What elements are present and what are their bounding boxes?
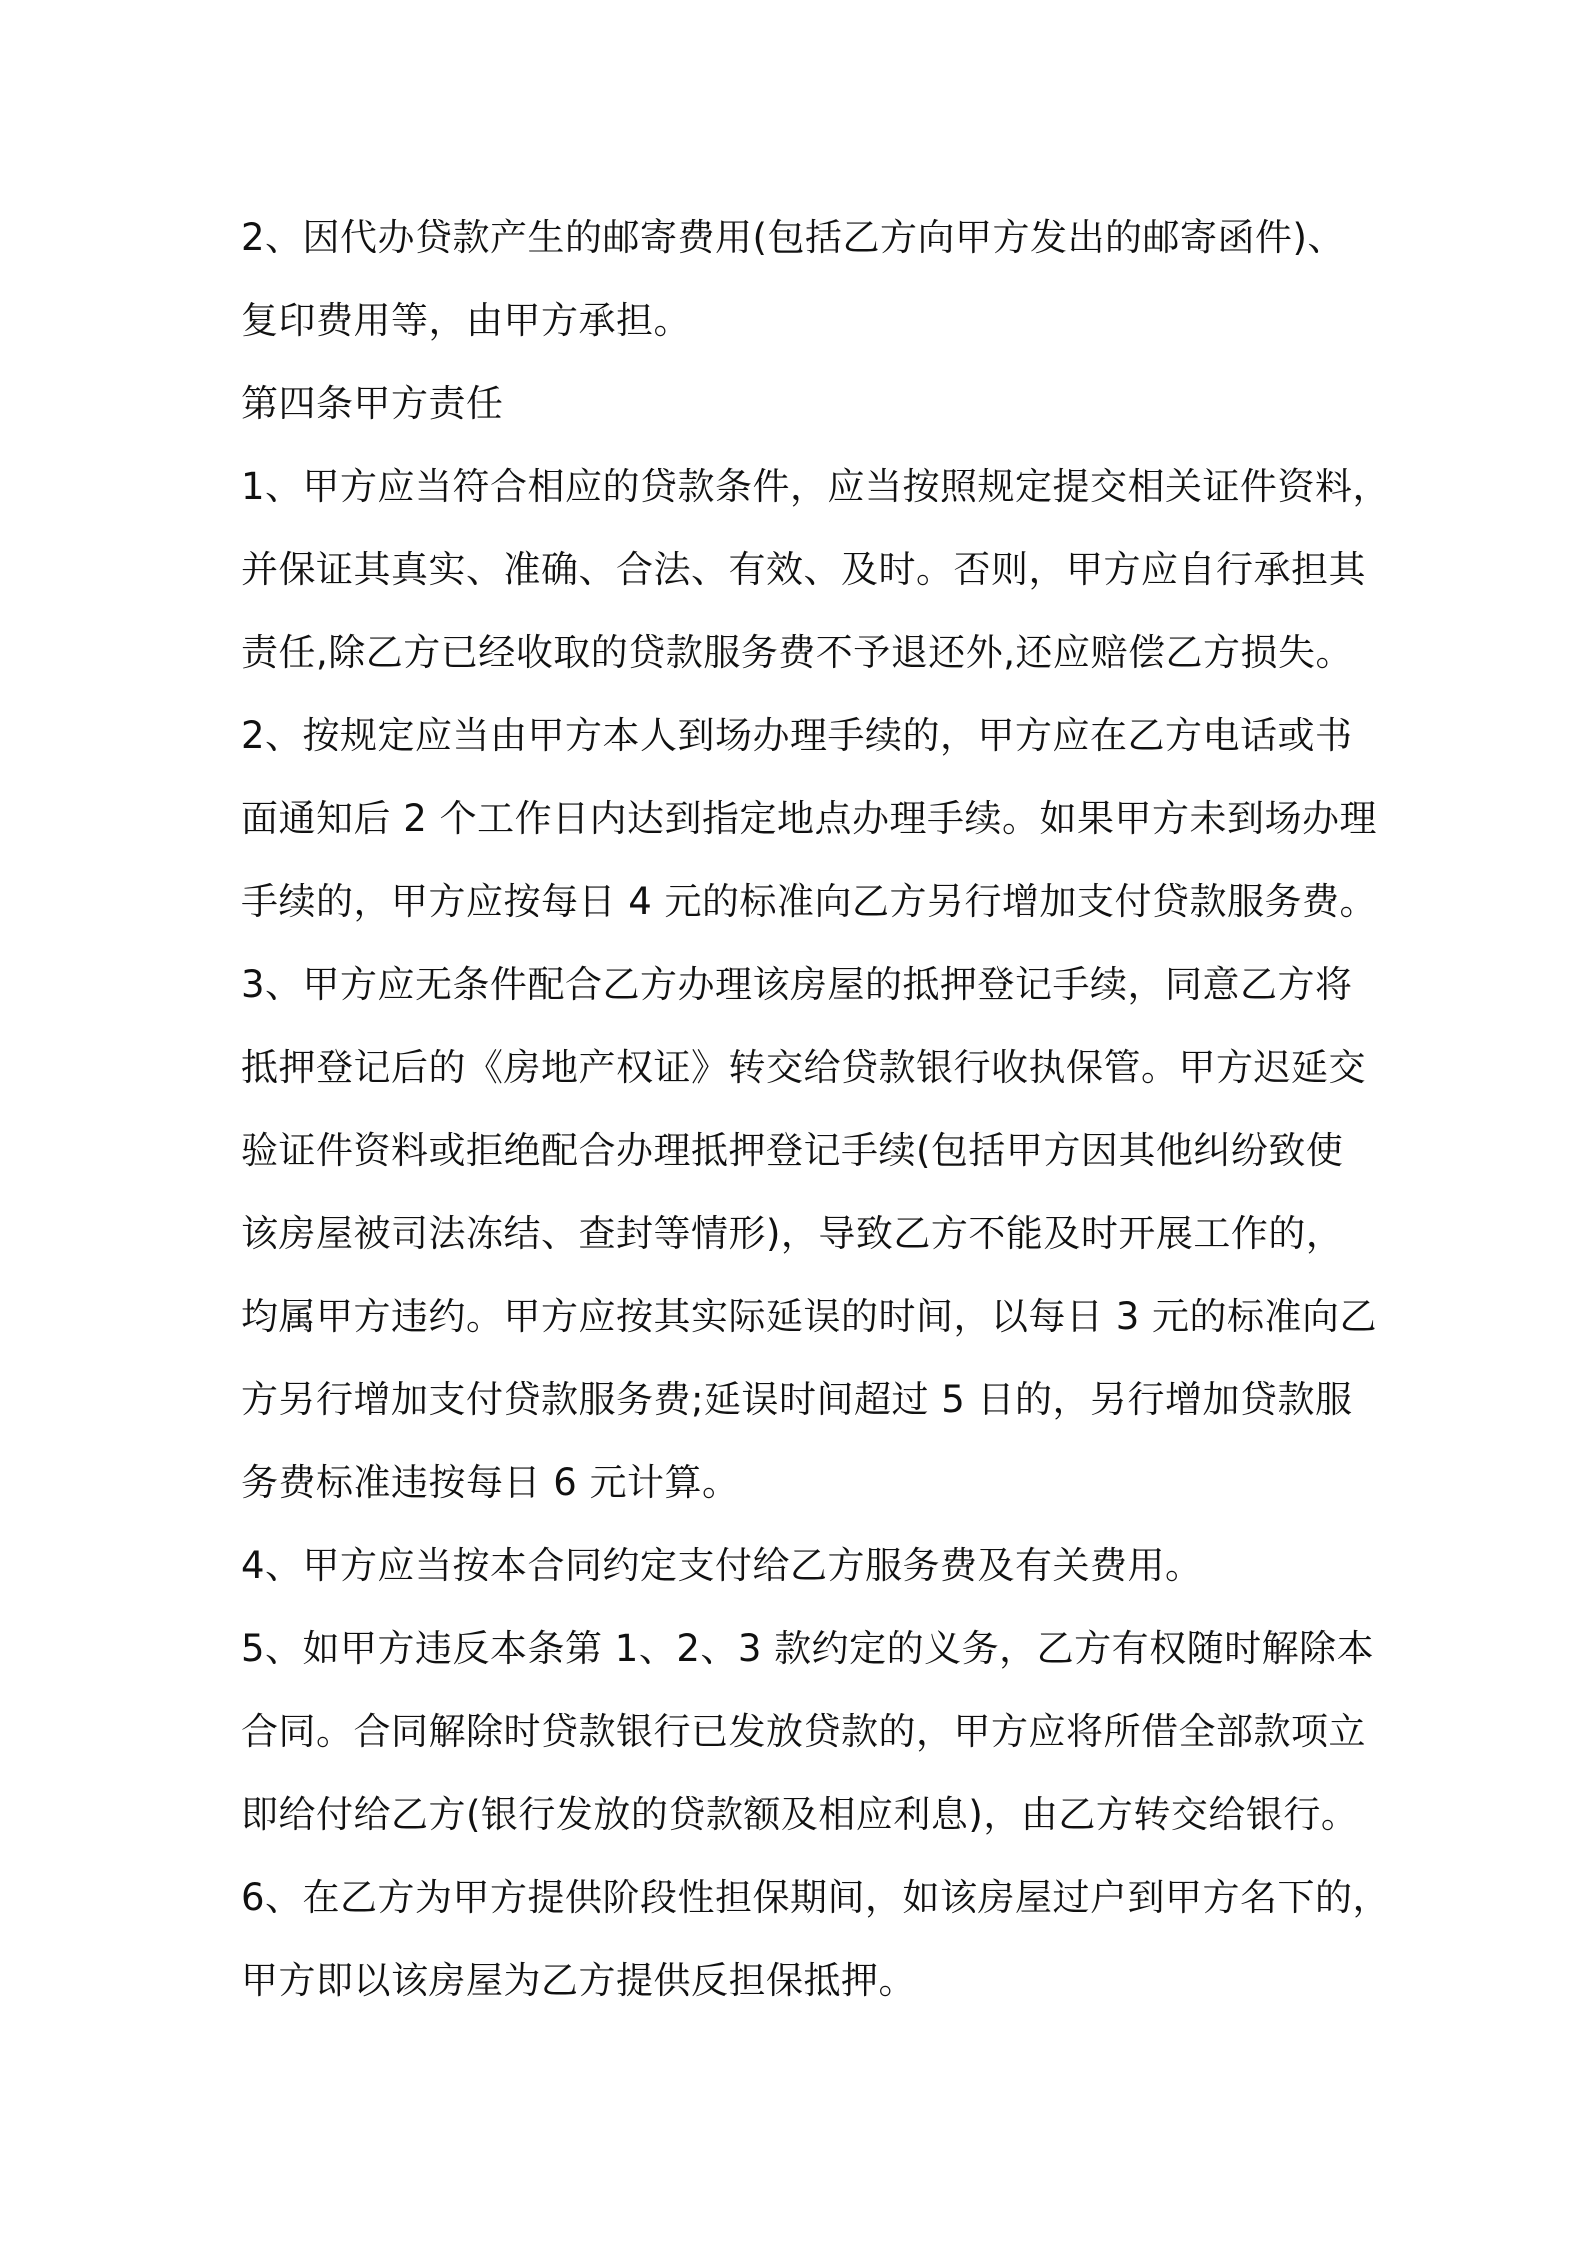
section-heading: 第四条甲方责任 (241, 382, 504, 425)
text-line: 抵押登记后的《房地产权证》转交给贷款银行收执保管。甲方迟延交 (241, 1046, 1366, 1089)
text-line: 方另行增加支付贷款服务费;延误时间超过 5 日的，另行增加贷款服 (241, 1378, 1353, 1421)
text-line: 责任,除乙方已经收取的贷款服务费不予退还外,还应赔偿乙方损失。 (241, 631, 1354, 674)
text-line: 均属甲方违约。甲方应按其实际延误的时间，以每日 3 元的标准向乙 (241, 1295, 1378, 1338)
text-line: 手续的，甲方应按每日 4 元的标准向乙方另行增加支付贷款服务费。 (241, 880, 1378, 923)
text-line: 面通知后 2 个工作日内达到指定地点办理手续。如果甲方未到场办理 (241, 797, 1378, 840)
text-line: 3、甲方应无条件配合乙方办理该房屋的抵押登记手续，同意乙方将 (241, 963, 1353, 1006)
text-line: 并保证其真实、准确、合法、有效、及时。否则，甲方应自行承担其 (241, 548, 1366, 591)
text-line: 2、因代办贷款产生的邮寄费用(包括乙方向甲方发出的邮寄函件)、 (241, 216, 1345, 259)
text-line: 2、按规定应当由甲方本人到场办理手续的，甲方应在乙方电话或书 (241, 714, 1353, 757)
text-line: 1、甲方应当符合相应的贷款条件，应当按照规定提交相关证件资料， (241, 465, 1391, 508)
text-line: 务费标准违按每日 6 元计算。 (241, 1461, 740, 1504)
text-line: 即给付给乙方(银行发放的贷款额及相应利息)，由乙方转交给银行。 (241, 1793, 1359, 1836)
text-line: 甲方即以该房屋为乙方提供反担保抵押。 (241, 1959, 916, 2002)
document-body (241, 196, 1391, 2022)
text-line: 4、甲方应当按本合同约定支付给乙方服务费及有关费用。 (241, 1544, 1203, 1587)
text-line: 该房屋被司法冻结、查封等情形)，导致乙方不能及时开展工作的， (241, 1212, 1344, 1255)
text-line: 合同。合同解除时贷款银行已发放贷款的，甲方应将所借全部款项立 (241, 1710, 1366, 1753)
text-line: 6、在乙方为甲方提供阶段性担保期间，如该房屋过户到甲方名下的， (241, 1876, 1391, 1919)
text-line: 复印费用等，由甲方承担。 (241, 299, 691, 342)
text-line: 5、如甲方违反本条第 1、2、3 款约定的义务，乙方有权随时解除本 (241, 1627, 1375, 1670)
text-line: 验证件资料或拒绝配合办理抵押登记手续(包括甲方因其他纠纷致使 (241, 1129, 1344, 1172)
